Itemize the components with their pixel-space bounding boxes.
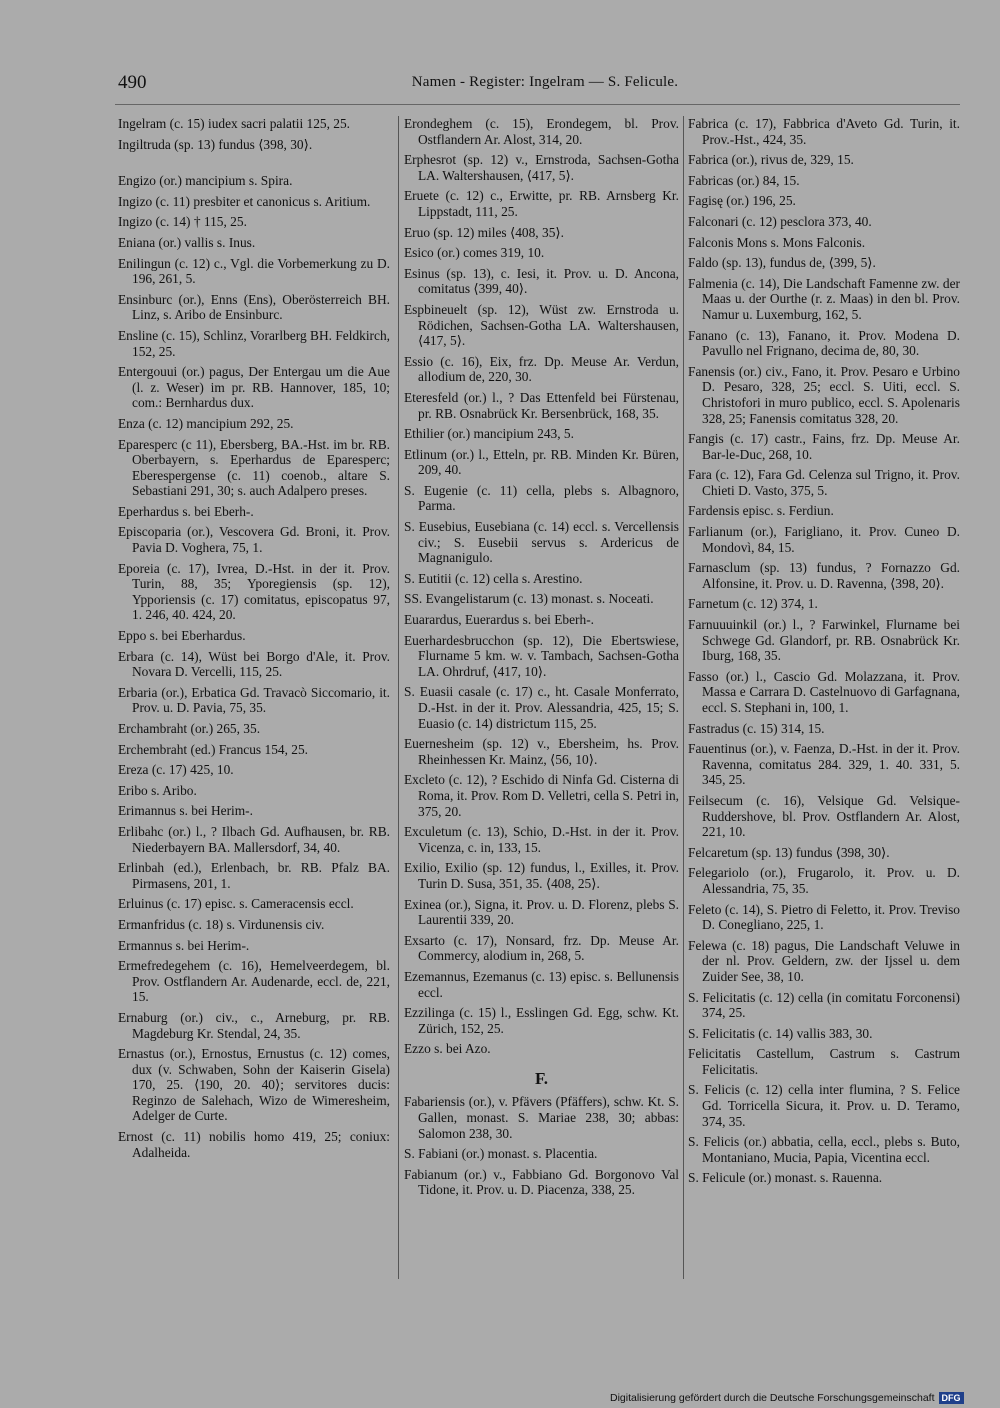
index-entry: Erchambraht (or.) 265, 35. bbox=[118, 721, 261, 736]
header-rule bbox=[115, 104, 960, 105]
index-entry: Enilingun (c. 12) c., Vgl. die Vorbemerkung zu D. 196, 261, 5. bbox=[118, 255, 390, 287]
index-entry: S. Felicitatis (c. 12) cella (in comitatu Forconensi) 374, 25. bbox=[688, 989, 960, 1021]
index-entry: Euerhardesbrucchon (sp. 12), Die Ebertswiese, Flurname 5 km. w. v. Tambach, Sachsen-Gotha LA. Ohrdruf, ⟨417, 10⟩. bbox=[404, 632, 679, 679]
index-entry: Ingelram (c. 15) iudex sacri palatii 125, 25. bbox=[118, 116, 351, 131]
index-entry: Exsarto (c. 17), Nonsard, frz. Dp. Meuse Ar. Commercy, alodium in, 268, 5. bbox=[404, 932, 679, 964]
index-entry: Fardensis episc. s. Ferdiun. bbox=[688, 503, 834, 519]
index-entry: Erlibahc (or.) l., ? Ilbach Gd. Aufhausen, br. RB. Niederbayern BA. Mallersdorf, 34, 40. bbox=[118, 823, 390, 855]
index-entry: Eporeia (c. 17), Ivrea, D.-Hst. in der it. Prov. Turin, 88, 35; Yporegiensis (sp. 12), Ypporiensis (c. 17) comitatus, episcopatus 97, 1. 246, 40. 424, 20. bbox=[118, 560, 390, 623]
index-entry: Erluinus (c. 17) episc. s. Cameracensis eccl. bbox=[118, 896, 354, 912]
index-entry: Eteresfeld (or.) l., ? Das Ettenfeld bei Fürstenau, pr. RB. Osnabrück Kr. Bersenbrück, 168, 35. bbox=[404, 389, 679, 421]
column-rule-right bbox=[683, 116, 684, 1279]
index-entry: Eperhardus s. bei Eberh-. bbox=[118, 503, 254, 519]
index-entry: Euarardus, Euerardus s. bei Eberh-. bbox=[404, 612, 594, 628]
index-entry: Ernastus (or.), Ernostus, Ernustus (c. 12) comes, dux (v. Schwaben, Sohn der Kaiserin Gisela) 170, 25. ⟨190, 20. 40⟩; servitores ducis: Reginzo de Salehach, Wizo de Wimeresheim, Adelger de Curte. bbox=[118, 1046, 390, 1124]
index-entry: Essio (c. 16), Eix, frz. Dp. Meuse Ar. Verdun, allodium de, 220, 30. bbox=[404, 353, 679, 385]
footer-text: Digitalisierung gefördert durch die Deutsche Forschungsgemeinschaft bbox=[610, 1392, 935, 1404]
index-entry: Farnasclum (sp. 13) fundus, ? Fornazzo Gd. Alfonsine, it. Prov. u. D. Ravenna, ⟨398, 20⟩. bbox=[688, 560, 960, 591]
index-entry: S. Felicis (c. 12) cella inter flumina, ? S. Felice Gd. Torricella Sicura, it. Prov. u. D. Teramo, 374, 35. bbox=[688, 1082, 960, 1129]
index-entry: Fagisę (or.) 196, 25. bbox=[688, 193, 796, 209]
index-entry: Euernesheim (sp. 12) v., Ebersheim, hs. Prov. Rheinhessen Kr. Mainz, ⟨56, 10⟩. bbox=[404, 736, 679, 767]
index-entry: Ermefredegehem (c. 16), Hemelveerdegem, bl. Prov. Ostflandern Ar. Audenarde, eccl. de, 221, 15. bbox=[118, 958, 390, 1005]
index-entry: Episcoparia (or.), Vescovera Gd. Broni, it. Prov. Pavia D. Voghera, 75, 1. bbox=[118, 524, 390, 556]
index-entry: Ingizo (c. 14) † 115, 25. bbox=[118, 214, 247, 230]
index-entry: Ezemannus, Ezemanus (c. 13) episc. s. Bellunensis eccl. bbox=[404, 968, 679, 1000]
index-entry: S. Eusebius, Eusebiana (c. 14) eccl. s. Vercellensis civ.; S. Eusebii servus s. Ardericus de Magnanigulo. bbox=[404, 519, 679, 566]
footer bbox=[610, 1392, 964, 1404]
page-number: 490 bbox=[118, 72, 147, 93]
index-entry: Erbaria (or.), Erbatica Gd. Travacò Siccomario, it. Prov. u. D. Pavia, 75, 35. bbox=[118, 684, 390, 716]
index-entry: Ernost (c. 11) nobilis homo 419, 25; coniux: Adalheida. bbox=[118, 1129, 390, 1160]
index-entry: S. Eugenie (c. 11) cella, plebs s. Albagnoro, Parma. bbox=[404, 482, 679, 514]
column-3 bbox=[688, 116, 960, 1191]
index-entry: Erlinbah (ed.), Erlenbach, br. RB. Pfalz BA. Pirmasens, 201, 1. bbox=[118, 860, 390, 891]
index-entry: Ermannus s. bei Herim-. bbox=[118, 937, 250, 953]
index-entry: Erondeghem (c. 15), Erondegem, bl. Prov. Ostflandern Ar. Alost, 314, 20. bbox=[404, 116, 679, 147]
index-entry: Eppo s. bei Eberhardus. bbox=[118, 628, 246, 644]
index-entry: S. Fabiani (or.) monast. s. Placentia. bbox=[404, 1146, 598, 1162]
running-title: Namen - Register: Ingelram — S. Felicule. bbox=[411, 74, 679, 90]
index-entry: S. Euasii casale (c. 17) c., ht. Casale Monferrato, D.-Hst. in der it. Prov. Alessandria, 425, 15; S. Euasio (c. 14) districtum 115, 25. bbox=[404, 684, 679, 731]
index-entry: Farnuuuinkil (or.) l., ? Farwinkel, Flurname bei Schwege Gd. Glandorf, pr. RB. Osnabrück Kr. Iburg, 168, 35. bbox=[688, 617, 960, 664]
dfg-logo: DFG bbox=[939, 1392, 964, 1404]
column-2 bbox=[404, 116, 679, 1203]
index-entry: Espbineuelt (sp. 12), Wüst zw. Ernstroda u. Rödichen, Sachsen-Gotha LA. Waltershausen, ⟨417, 5⟩. bbox=[404, 301, 679, 349]
index-entry: Felcaretum (sp. 13) fundus ⟨398, 30⟩. bbox=[688, 844, 890, 860]
index-entry: Fauentinus (or.), v. Faenza, D.-Hst. in der it. Prov. Ravenna, comitatus 284. 329, 1. 40. 331, 5. 345, 25. bbox=[688, 741, 960, 788]
section-heading: F. bbox=[534, 1068, 549, 1088]
index-entry: Exinea (or.), Signa, it. Prov. u. D. Florenz, plebs S. Laurentii 339, 20. bbox=[404, 896, 679, 928]
index-entry: Felewa (c. 18) pagus, Die Landschaft Veluwe in der nl. Prov. Geldern, zw. der Ijssel u. dem Zuider See, 38, 10. bbox=[688, 937, 960, 984]
index-entry: Faldo (sp. 13), fundus de, ⟨399, 5⟩. bbox=[688, 255, 876, 271]
index-entry: Eruete (c. 12) c., Erwitte, pr. RB. Arnsberg Kr. Lippstadt, 111, 25. bbox=[404, 188, 679, 219]
index-entry: Felicitatis Castellum, Castrum s. Castrum Felicitatis. bbox=[688, 1046, 960, 1077]
index-entry: Erimannus s. bei Herim-. bbox=[118, 803, 253, 819]
index-entry: Eparesperc (c 11), Ebersberg, BA.-Hst. im br. RB. Oberbayern, s. Eperhardus de Eparesperc; Eberespergense (c. 11) coenob., altare S. Sebastiani 291, 30; s. auch Adalpero preses. bbox=[118, 436, 390, 499]
column-rule-left bbox=[398, 116, 399, 1279]
index-entry: Farlianum (or.), Farigliano, it. Prov. Cuneo D. Mondovì, 84, 15. bbox=[688, 524, 960, 555]
index-entry: Fanano (c. 13), Fanano, it. Prov. Modena D. Pavullo nel Frignano, decima de, 80, 30. bbox=[688, 327, 960, 359]
index-entry: Fara (c. 12), Fara Gd. Celenza sul Trigno, it. Prov. Chieti D. Vasto, 375, 5. bbox=[688, 467, 960, 498]
index-entry: Ezzilinga (c. 15) l., Esslingen Gd. Egg, schw. Kt. Zürich, 152, 25. bbox=[404, 1005, 679, 1036]
index-entry: Ensline (c. 15), Schlinz, Vorarlberg BH. Feldkirch, 152, 25. bbox=[118, 327, 390, 359]
column-1 bbox=[118, 116, 390, 1165]
entry-spacer bbox=[118, 157, 390, 173]
index-entry: Falconis Mons s. Mons Falconis. bbox=[688, 234, 866, 250]
index-entry: Esico (or.) comes 319, 10. bbox=[404, 245, 545, 261]
index-entry: Ensinburc (or.), Enns (Ens), Oberösterreich BH. Linz, s. Aribo de Ensinburc. bbox=[118, 291, 390, 323]
index-entry: Exilio, Exilio (sp. 12) fundus, l., Exilles, it. Prov. Turin D. Susa, 351, 35. ⟨408, 25⟩. bbox=[404, 860, 679, 891]
index-entry: S. Felicis (or.) abbatia, cella, eccl., plebs s. Buto, Montaniano, Mucia, Papia, Vicentina eccl. bbox=[688, 1134, 960, 1165]
index-entry: Fasso (or.) l., Cascio Gd. Molazzana, it. Prov. Massa e Carrara D. Castelnuovo di Garfagnana, eccl. S. Stephani in, 100, 1. bbox=[688, 668, 960, 715]
index-entry: Entergouui (or.) pagus, Der Entergau um die Aue (l. z. Weser) im pr. RB. Hannover, 185, 10; com.: Bernhardus dux. bbox=[118, 364, 390, 411]
index-entry: Fangis (c. 17) castr., Fains, frz. Dp. Meuse Ar. Bar-le-Duc, 268, 10. bbox=[688, 431, 960, 462]
index-entry: Feleto (c. 14), S. Pietro di Feletto, it. Prov. Treviso D. Conegliano, 225, 1. bbox=[688, 901, 960, 933]
index-entry: Fastradus (c. 15) 314, 15. bbox=[688, 720, 825, 736]
index-entry: Falconari (c. 12) pesclora 373, 40. bbox=[688, 213, 872, 229]
index-entry: SS. Evangelistarum (c. 13) monast. s. Noceati. bbox=[404, 591, 654, 607]
index-entry: S. Felicitatis (c. 14) vallis 383, 30. bbox=[688, 1025, 873, 1041]
index-entry: Ingizo (c. 11) presbiter et canonicus s. Aritium. bbox=[118, 193, 371, 209]
index-entry: Fabrica (or.), rivus de, 329, 15. bbox=[688, 152, 854, 168]
index-entry: Fabricas (or.) 84, 15. bbox=[688, 172, 800, 188]
index-entry: Ermanfridus (c. 18) s. Virdunensis civ. bbox=[118, 916, 325, 932]
index-entry: S. Eutitii (c. 12) cella s. Arestino. bbox=[404, 570, 583, 586]
index-entry: Ernaburg (or.) civ., c., Arneburg, pr. RB. Magdeburg Kr. Stendal, 24, 35. bbox=[118, 1009, 390, 1041]
index-entry: Fabariensis (or.), v. Pfävers (Pfäffers), schw. Kt. S. Gallen, monast. S. Mariae 238, 30; abbas: Salomon 238, 30. bbox=[404, 1094, 679, 1141]
index-entry: Ethilier (or.) mancipium 243, 5. bbox=[404, 426, 574, 442]
index-entry: Enza (c. 12) mancipium 292, 25. bbox=[118, 415, 294, 431]
index-entry: Felegariolo (or.), Frugarolo, it. Prov. u. D. Alessandria, 75, 35. bbox=[688, 865, 960, 896]
index-entry: Fabrica (c. 17), Fabbrica d'Aveto Gd. Turin, it. Prov.-Hst., 424, 35. bbox=[688, 116, 960, 147]
index-entry: Eniana (or.) vallis s. Inus. bbox=[118, 234, 256, 250]
index-entry: Esinus (sp. 13), c. Iesi, it. Prov. u. D. Ancona, comitatus ⟨399, 40⟩. bbox=[404, 265, 679, 297]
index-entry: Excleto (c. 12), ? Eschido di Ninfa Gd. Cisterna di Roma, it. Prov. Rom D. Velletri, cella S. Petri in, 375, 20. bbox=[404, 772, 679, 819]
index-entry: Exculetum (c. 13), Schio, D.-Hst. in der it. Prov. Vicenza, c. in, 133, 15. bbox=[404, 824, 679, 855]
index-entry: Eruo (sp. 12) miles ⟨408, 35⟩. bbox=[404, 224, 564, 240]
index-entry: S. Felicule (or.) monast. s. Rauenna. bbox=[688, 1170, 883, 1186]
index-entry: Fabianum (or.) v., Fabbiano Gd. Borgonovo Val Tidone, it. Prov. u. D. Piacenza, 338, 25. bbox=[404, 1166, 679, 1198]
index-entry: Feilsecum (c. 16), Velsique Gd. Velsique-Ruddershove, bl. Prov. Ostflandern Ar. Alost, 221, 10. bbox=[688, 792, 960, 840]
index-entry: Fanensis (or.) civ., Fano, it. Prov. Pesaro e Urbino D. Pesaro, 328, 25; eccl. S. Uiti, eccl. S. Christofori in muro publico, eccl. S. Apolenaris 328, 25; Fanensis comitatus 328, 20. bbox=[688, 363, 960, 426]
index-entry: Ereza (c. 17) 425, 10. bbox=[118, 762, 234, 778]
index-entry: Ingiltruda (sp. 13) fundus ⟨398, 30⟩. bbox=[118, 136, 313, 152]
index-entry: Engizo (or.) mancipium s. Spira. bbox=[118, 173, 293, 189]
index-entry: Ezzo s. bei Azo. bbox=[404, 1041, 491, 1057]
index-entry: Farnetum (c. 12) 374, 1. bbox=[688, 596, 818, 612]
index-entry: Erphesrot (sp. 12) v., Ernstroda, Sachsen-Gotha LA. Waltershausen, ⟨417, 5⟩. bbox=[404, 152, 679, 183]
index-entry: Erbara (c. 14), Wüst bei Borgo d'Ale, it. Prov. Novara D. Vercelli, 115, 25. bbox=[118, 648, 390, 680]
index-entry: Falmenia (c. 14), Die Landschaft Famenne zw. der Maas u. der Ourthe (r. z. Maas) in den bl. Prov. Namur u. Luxemburg, 162, 5. bbox=[688, 275, 960, 322]
index-entry: Erchembraht (ed.) Francus 154, 25. bbox=[118, 741, 309, 757]
index-entry: Eribo s. Aribo. bbox=[118, 782, 197, 798]
index-entry: Etlinum (or.) l., Etteln, pr. RB. Minden Kr. Büren, 209, 40. bbox=[404, 446, 679, 478]
